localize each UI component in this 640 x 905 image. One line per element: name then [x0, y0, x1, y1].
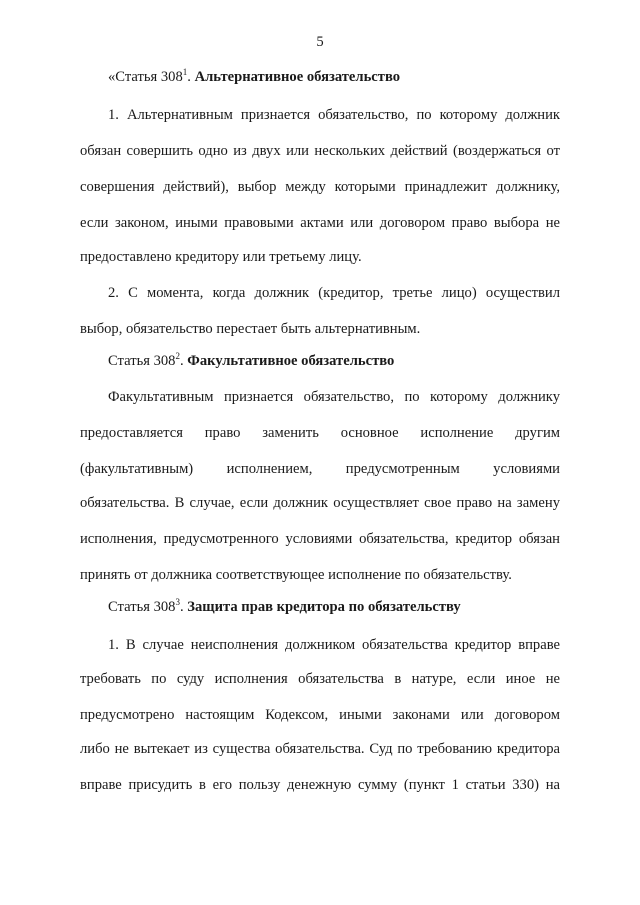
article-308-1-line-2: обязан совершить одно из двух или нескольких действий (воздержаться от	[80, 143, 560, 159]
article-308-2-line-5: исполнения, предусмотренного условиями обязательства, кредитор обязан	[80, 531, 560, 547]
article-308-1-heading	[108, 68, 560, 86]
article-308-2-dot: .	[179, 353, 188, 369]
article-308-1-line-7: выбор, обязательство перестает быть альтернативным.	[80, 321, 421, 337]
article-308-3-line-3: предусмотрено настоящим Кодексом, иными законами или договором	[80, 707, 560, 723]
article-308-1-line-6: 2. С момента, когда должник (кредитор, третье лицо) осуществил	[108, 285, 560, 301]
article-308-1-line-5: предоставлено кредитору или третьему лицу.	[80, 249, 362, 265]
page-number: 5	[316, 34, 324, 50]
article-308-3-line-2: требовать по суду исполнения обязательства в натуре, если иное не	[80, 671, 560, 687]
article-308-2-prefix: Статья 308	[108, 353, 176, 369]
article-308-1-line-3: совершения действий), выбор между которыми принадлежит должнику,	[80, 179, 560, 195]
article-308-2-line-1: Факультативным признается обязательство, по которому должнику	[108, 389, 560, 405]
article-308-2-line-2: предоставляется право заменить основное исполнение другим	[80, 425, 560, 441]
article-308-3-heading	[108, 598, 560, 616]
article-308-3-prefix: Статья 308	[108, 599, 176, 615]
article-308-1-superscript: 1	[182, 67, 188, 77]
article-308-2-heading	[108, 352, 560, 370]
article-308-2-line-3: (факультативным) исполнением, предусмотренным условиями	[80, 461, 560, 477]
article-308-2-line-6: принять от должника соответствующее исполнение по обязательству.	[80, 567, 512, 583]
article-308-3-line-4: либо не вытекает из существа обязательства. Суд по требованию кредитора	[80, 741, 560, 757]
article-308-3-line-1: 1. В случае неисполнения должником обязательства кредитор вправе	[108, 637, 560, 653]
article-308-2-line-4: обязательства. В случае, если должник осуществляет свое право на замену	[80, 495, 560, 511]
article-308-3-title: Защита прав кредитора по обязательству	[187, 599, 461, 615]
article-308-1-line-1: 1. Альтернативным признается обязательство, по которому должник	[108, 107, 560, 123]
article-308-2-title: Факультативное обязательство	[187, 353, 395, 369]
article-308-1-dot: .	[187, 69, 195, 85]
article-308-3-dot: .	[179, 599, 188, 615]
article-308-3-line-5: вправе присудить в его пользу денежную сумму (пункт 1 статьи 330) на	[80, 777, 560, 793]
article-308-1-line-4: если законом, иными правовыми актами или договором право выбора не	[80, 215, 560, 231]
article-308-1-prefix: «Статья 308	[108, 69, 183, 85]
article-308-3-superscript: 3	[175, 597, 180, 607]
article-308-2-superscript: 2	[175, 351, 180, 361]
article-308-1-title: Альтернативное обязательство	[194, 69, 401, 85]
